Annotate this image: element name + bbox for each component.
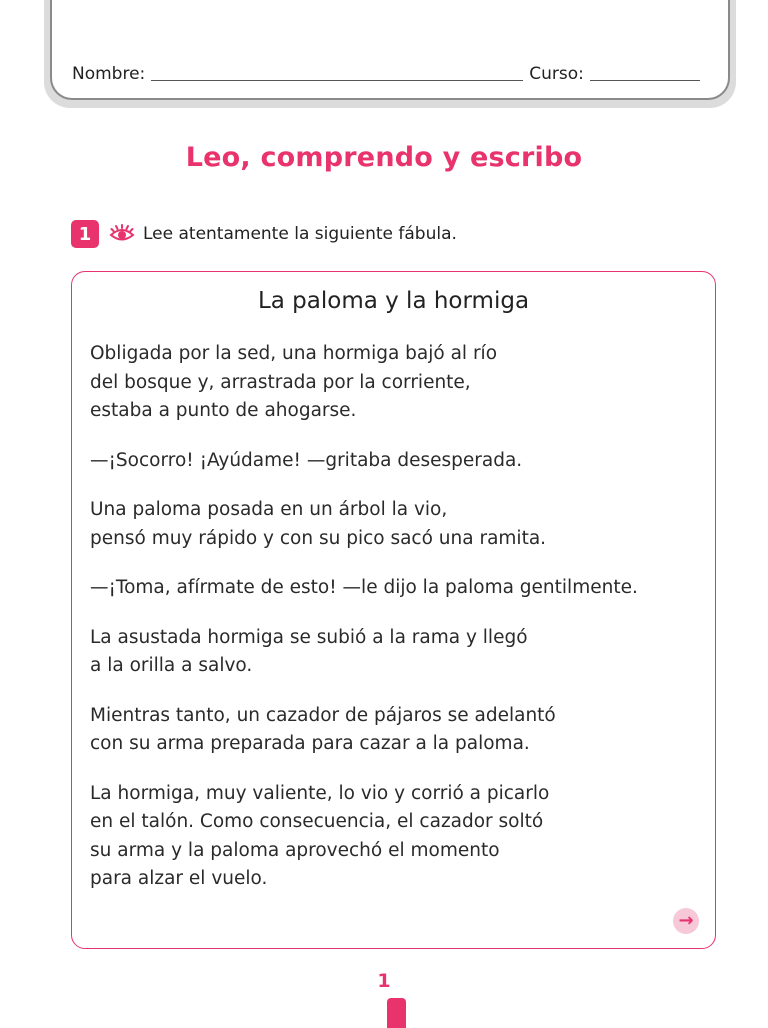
name-label: Nombre: — [72, 64, 146, 84]
course-label: Curso: — [529, 64, 584, 84]
fable-paragraph: La asustada hormiga se subió a la rama y llegó a la orilla a salvo. — [90, 626, 528, 676]
name-field-line[interactable] — [151, 62, 523, 81]
step-number-badge: 1 — [71, 220, 99, 248]
fable-title: La paloma y la hormiga — [257, 288, 530, 314]
page-number: 1 — [377, 970, 391, 992]
page-title: Leo, comprendo y escribo — [185, 142, 583, 173]
fable-box — [71, 271, 716, 949]
fable-paragraph: Mientras tanto, un cazador de pájaros se adelantó con su arma preparada para cazar a la paloma. — [90, 704, 556, 754]
instruction-text: Lee atentamente la siguiente fábula. — [143, 224, 457, 244]
course-field-line[interactable] — [590, 62, 700, 81]
fable-paragraph: La hormiga, muy valiente, lo vio y corrió a picarlo en el talón. Como consecuencia, el cazador soltó su arma y la paloma aprovechó el momento para alzar el vuelo. — [90, 782, 550, 889]
fable-paragraph: —¡Socorro! ¡Ayúdame! —gritaba desesperada. — [90, 449, 523, 471]
eye-icon — [109, 224, 135, 244]
fable-paragraph: Obligada por la sed, una hormiga bajó al río del bosque y, arrastrada por la corriente, estaba a punto de ahogarse. — [90, 343, 498, 421]
student-fields-row — [72, 58, 718, 84]
student-info-inner — [50, 0, 730, 100]
student-info-card — [44, 0, 736, 108]
fable-body — [90, 340, 710, 915]
fable-paragraph: Una paloma posada en un árbol la vio, pensó muy rápido y con su pico sacó una ramita. — [90, 499, 547, 549]
instruction-row — [71, 220, 457, 248]
fable-paragraph: —¡Toma, afírmate de esto! —le dijo la paloma gentilmente. — [90, 577, 638, 598]
arrow-right-icon[interactable]: → — [673, 908, 699, 934]
